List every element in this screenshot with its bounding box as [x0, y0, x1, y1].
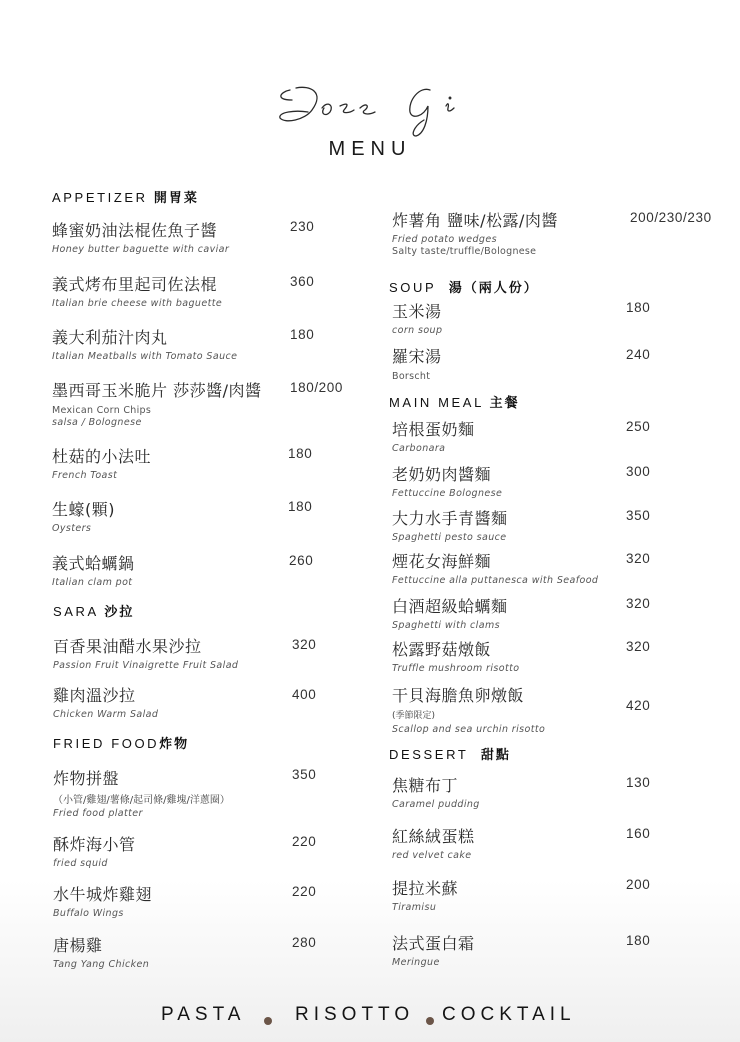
menu-item-price: 130 [626, 775, 651, 790]
menu-item-price: 360 [290, 274, 315, 289]
menu-item: 羅宋湯 Borscht [392, 347, 442, 382]
section-heading-soup: SOUP 湯（兩人份） [389, 280, 539, 295]
dot-separator [264, 1017, 272, 1025]
menu-item: 紅絲絨蛋糕 red velvet cake [392, 827, 475, 861]
menu-item: 法式蛋白霜 Meringue [392, 934, 475, 968]
menu-item: 蜂蜜奶油法棍佐魚子醬 Honey butter baguette with caviar [52, 221, 230, 255]
menu-item: 炸薯角 鹽味/松露/肉醬 Fried potato wedges Salty taste/truffle/Bolognese [392, 211, 558, 257]
menu-item: 義式烤布里起司佐法棍 Italian brie cheese with baguette [52, 275, 223, 309]
menu-item-price: 320 [626, 639, 651, 654]
menu-item-price: 320 [292, 637, 317, 652]
menu-item-price: 160 [626, 826, 651, 841]
menu-item-price: 320 [626, 596, 651, 611]
menu-item-price: 220 [292, 884, 317, 899]
menu-item-price: 200/230/230 [630, 210, 712, 225]
menu-item-price: 250 [626, 419, 651, 434]
menu-item-price: 420 [626, 698, 651, 713]
footer-label-risotto: RISOTTO [295, 1004, 415, 1025]
menu-item-price: 320 [626, 551, 651, 566]
menu-item: 白酒超級蛤蠣麵 Spaghetti with clams [392, 597, 508, 631]
menu-item: 提拉米蘇 Tiramisu [392, 879, 459, 913]
menu-item: 杜菇的小法吐 French Toast [52, 447, 152, 481]
menu-item: 水牛城炸雞翅 Buffalo Wings [53, 885, 153, 919]
menu-item-price: 300 [626, 464, 651, 479]
section-heading-fried-food: FRIED FOOD炸物 [53, 736, 190, 751]
menu-item-price: 180 [290, 327, 315, 342]
menu-item-price: 180 [626, 300, 651, 315]
menu-item: 玉米湯 corn soup [392, 302, 443, 336]
dot-separator [426, 1017, 434, 1025]
menu-item-price: 400 [292, 687, 317, 702]
menu-item-price: 350 [292, 767, 317, 782]
menu-item: 大力水手青醬麵 Spaghetti pesto sauce [392, 509, 508, 543]
menu-item: 墨西哥玉米脆片 莎莎醬/肉醬 Mexican Corn Chips salsa / Bolognese [52, 381, 262, 428]
section-heading-main-meal: MAIN MEAL 主餐 [389, 395, 520, 410]
menu-item-price: 180 [626, 933, 651, 948]
menu-item-price: 180/200 [290, 380, 343, 395]
section-heading-salad: SARA 沙拉 [53, 604, 135, 619]
menu-item-price: 200 [626, 877, 651, 892]
menu-item-price: 230 [290, 219, 315, 234]
menu-item: 酥炸海小管 fried squid [53, 835, 136, 869]
menu-item: 煙花女海鮮麵 Fettuccine alla puttanesca with Seafood [392, 552, 599, 586]
footer-label-pasta: PASTA [161, 1004, 246, 1025]
section-heading-appetizer: APPETIZER 開胃菜 [52, 190, 199, 205]
footer-label-cocktail: COCKTAIL [442, 1004, 576, 1025]
menu-item: 培根蛋奶麵 Carbonara [392, 420, 475, 454]
menu-item-price: 240 [626, 347, 651, 362]
menu-item: 雞肉溫沙拉 Chicken Warm Salad [53, 686, 159, 720]
menu-item: 百香果油醋水果沙拉 Passion Fruit Vinaigrette Fruit Salad [53, 637, 239, 671]
menu-item: 唐楊雞 Tang Yang Chicken [53, 936, 150, 970]
menu-item-price: 350 [626, 508, 651, 523]
menu-item-price: 180 [288, 446, 313, 461]
menu-title: MENU [328, 138, 412, 160]
menu-item: 干貝海膽魚卵燉飯 (季節限定) Scallop and sea urchin risotto [392, 686, 546, 735]
menu-item: 炸物拼盤 （小管/雞翅/薯條/起司條/雞塊/洋蔥圈） Fried food platter [53, 769, 230, 819]
menu-item-price: 260 [289, 553, 314, 568]
menu-item: 義式蛤蠣鍋 Italian clam pot [52, 554, 135, 588]
menu-item-price: 180 [288, 499, 313, 514]
menu-item: 老奶奶肉醬麵 Fettuccine Bolognese [392, 465, 503, 499]
section-heading-dessert: DESSERT 甜點 [389, 747, 511, 762]
menu-item: 義大利茄汁肉丸 Italian Meatballs with Tomato Sauce [52, 328, 238, 362]
brand-logo [250, 70, 510, 140]
menu-item-price: 220 [292, 834, 317, 849]
menu-item-price: 280 [292, 935, 317, 950]
menu-item: 松露野菇燉飯 Truffle mushroom risotto [392, 640, 520, 674]
menu-item: 生蠔(顆) Oysters [52, 500, 115, 534]
menu-item: 焦糖布丁 Caramel pudding [392, 776, 480, 810]
